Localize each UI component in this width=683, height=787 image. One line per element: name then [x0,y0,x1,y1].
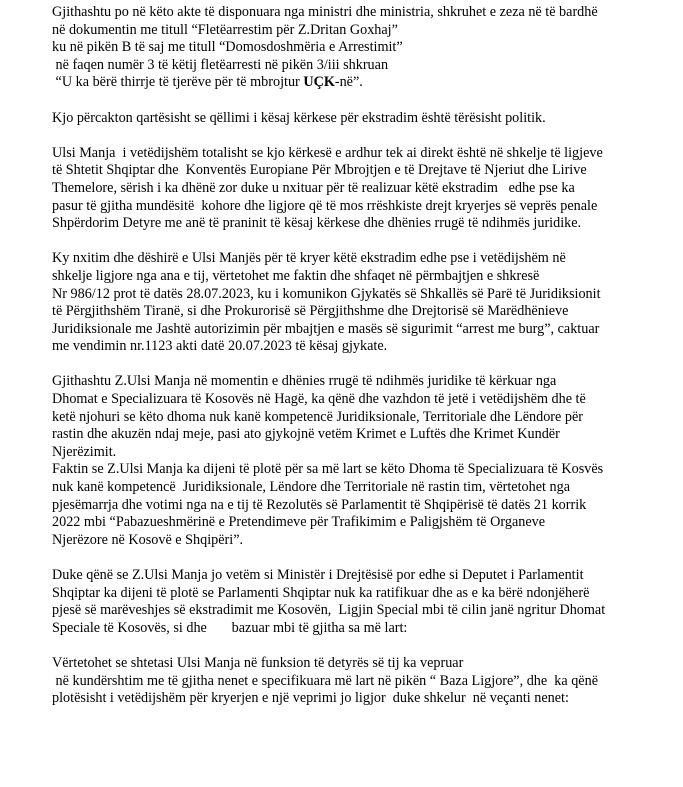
text-line: pjesëmarrja dhe votimi nga na e tij të Rezolutës së Parlamentit të Shqipërisë të datës 21 korrik [52,496,587,513]
document-page [52,4,652,725]
text-line: Kjo përcakton qartësisht se qëllimi i kësaj kërkese për ekstradim është tërësisht politik. [52,109,546,126]
paragraph-haste [52,250,652,356]
text-line: rastin dhe akuzën ndaj meje, pasi ato gjykojnë vetëm Krimet e Luftës dhe Krimet Kundër [52,426,560,443]
text-line: Nr 986/12 prot të datës 28.07.2023, ku i komunikon Gjykatës së Shkallës së Parë të Juridiksionit [52,285,601,302]
paragraph-conclusion [52,655,652,708]
text-line: Gjithashtu po në këto akte të disponuara nga ministri dhe ministria, shkruhet e zeza në të bardhë [52,4,598,20]
text-line: plotësisht i vetëdijshëm për kryerjen e një veprimi jo ligjor duke shkelur në veçanti nenet: [52,690,569,707]
paragraph-awareness [52,145,652,233]
quote-end: -në”. [334,74,363,91]
paragraph-arrest-warrant [52,4,652,92]
quote-text: “U ka bërë thirrje të tjerëve për të mbrojtur [52,74,304,91]
text-line: Duke qënë se Z.Ulsi Manja jo vetëm si Ministër i Drejtësisë por edhe si Deputet i Parlamentit [52,567,584,583]
text-line: pjesë së marëveshjes së ekstradimit me Kosovën, Ligjin Special mbi të cilin janë ngritur Dhomat [52,602,606,619]
paragraph-parliament [52,567,652,637]
text-line: Vërtetohet se shtetasi Ulsi Manja në funksion të detyrës së tij ka vepruar [52,654,464,671]
text-line: ku në pikën B të saj me titull “Domosdoshmëria e Arrestimit” [52,39,403,56]
bold-abbreviation: UÇK [303,74,335,91]
text-line: Gjithashtu Z.Ulsi Manja në momentin e dhënies rrugë të ndihmës juridike të kërkuar nga [52,373,557,390]
text-line: Shqiptar ka dijeni të plotë se Parlamenti Shqiptar nuk ka ratifikuar dhe as e ka bërë ndonjëherë [52,584,590,601]
text-line: Ulsi Manja i vetëdijshëm totalisht se kjo kërkesë e ardhur tek ai direkt është në shkelje të ligjeve [52,144,603,161]
text-line: të Përgjithshëm Tiranë, si dhe Prokurorisë së Përgjithshme dhe Drejtorisë së Marëdhënieve [52,303,569,320]
text-line: Ky nxitim dhe dëshirë e Ulsi Manjës për të kryer këtë ekstradim edhe pse i vetëdijshëm në [52,250,566,267]
text-line: ketë njohuri se këto dhoma nuk kanë kompetencë Juridiksionale, Territoriale dhe Lëndore për [52,408,583,425]
paragraph-political-purpose [52,110,652,128]
text-line: Themelore, sërish i ka dhënë zor duke u nxituar për të realizuar këtë ekstradim edhe pse ka [52,179,575,196]
paragraph-jurisdiction [52,373,652,549]
text-line: Njerëzore në Kosovë e Shqipëri”. [52,531,244,548]
text-line: shkelje ligjore nga ana e tij, vërtetohet me faktin dhe shfaqet në përmbajtjen e shkresë [52,267,540,284]
text-line: Njerëzimit. [52,443,117,460]
text-line: Dhomat e Specializuara të Kosovës në Hagë, ka qënë dhe vazhdon të jetë i vetëdijshëm dhe të [52,391,586,408]
text-line: Speciale të Kosovës, si dhe bazuar mbi të gjitha sa më lart: [52,619,408,636]
text-line: Faktin se Z.Ulsi Manja ka dijeni të plotë për sa më lart se këto Dhoma të Specializuara të Kosvës [52,461,604,478]
text-line: pasur të gjitha mundësitë kohore dhe ligjore që të mos rrëshkiste drejt kryerjes së veprës penale [52,197,598,214]
text-line: në dokumentin me titull “Fletëarrestim për Z.Dritan Goxhaj” [52,21,398,38]
text-line [52,74,652,92]
text-line: Shpërdorim Detyre me anë të praninit të kësaj kërkese dhe dhënies rrugë të ndihmës juridike. [52,215,582,232]
text-line: 2022 mbi “Pabazueshmërinë e Pretendimeve për Trafikimim e Paligjshëm të Organeve [52,514,546,531]
text-line: në faqen numër 3 të këtij fletëarresti në pikën 3/iii shkruan [52,56,389,73]
text-line: të Shtetit Shqiptar dhe Konventës Europiane Për Mbrojtjen e të Drejtave të Njeriut dhe Lirive [52,162,587,179]
text-line: me vendimin nr.1123 akti datë 20.07.2023 të kësaj gjykate. [52,338,388,355]
text-line: në kundërshtim me të gjitha nenet e specifikuara më lart në pikën “ Baza Ligjore”, dhe ka qënë [52,672,598,689]
text-line: nuk kanë kompetencë Juridiksionale, Lëndore dhe Territoriale në rastin tim, vërtetohet nga [52,479,570,496]
text-line: Juridiksionale me Jashtë autorizimin për mbajtjen e masës së sigurimit “arrest me burg”, caktuar [52,320,600,337]
